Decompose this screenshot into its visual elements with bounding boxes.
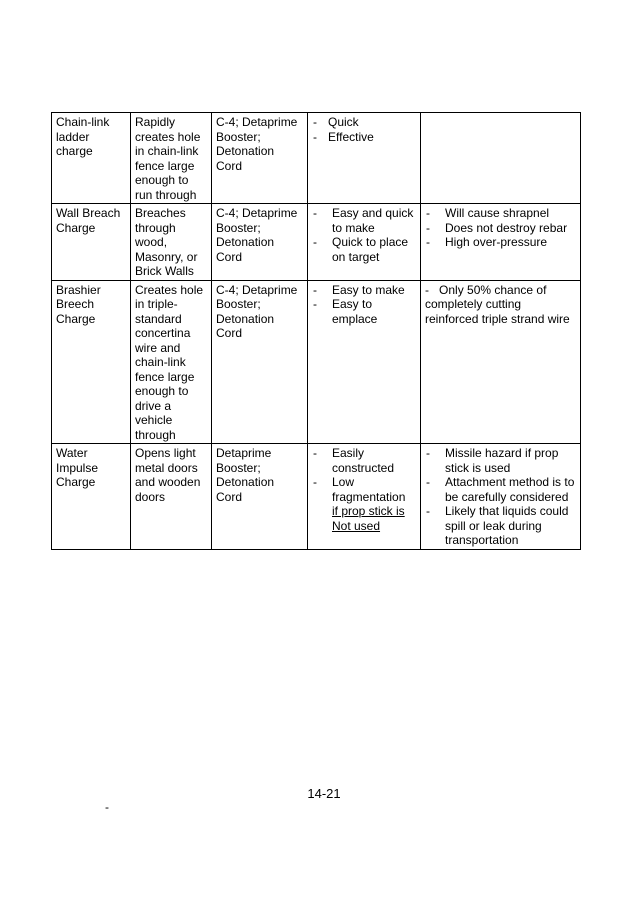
list-item: - Attachment method is to be carefully considered bbox=[426, 475, 575, 504]
charge-purpose-cell: Creates hole in triple-standard concertina wire and chain-link fence large enough to drive a vehicle through bbox=[131, 280, 212, 444]
charge-purpose-cell: Breaches through wood, Masonry, or Brick Walls bbox=[131, 204, 212, 281]
table-row bbox=[52, 280, 581, 444]
charge-advantages-cell bbox=[308, 280, 421, 444]
charge-name-cell: Brashier Breech Charge bbox=[52, 280, 131, 444]
charge-materials-cell: C-4; Detaprime Booster; Detonation Cord bbox=[212, 113, 308, 204]
list-item: - Missile hazard if prop stick is used bbox=[426, 446, 559, 475]
list-item: - Easily constructed bbox=[313, 446, 395, 475]
charge-disadvantages-cell bbox=[421, 444, 581, 550]
charge-materials-cell: C-4; Detaprime Booster; Detonation Cord bbox=[212, 280, 308, 444]
footer-dash-mark: - bbox=[105, 800, 109, 814]
charge-disadvantages-cell bbox=[421, 113, 581, 204]
charge-advantages-cell bbox=[308, 204, 421, 281]
charge-name-cell: Chain-link ladder charge bbox=[52, 113, 131, 204]
charge-advantages-cell bbox=[308, 444, 421, 550]
breaching-charges-table bbox=[51, 112, 581, 550]
list-item: - Easy to emplace bbox=[313, 297, 378, 326]
list-item: - Quick bbox=[313, 115, 359, 129]
list-item: - Effective bbox=[313, 129, 374, 144]
page-number: 14-21 bbox=[307, 786, 341, 801]
list-item: - Easy and quick to make bbox=[313, 206, 414, 235]
list-item: - Will cause shrapnel bbox=[426, 206, 550, 220]
charge-disadvantages-cell bbox=[421, 204, 581, 281]
list-item: - Low fragmentation if prop stick is Not used bbox=[313, 475, 406, 533]
table-row bbox=[52, 444, 581, 550]
list-item: - Likely that liquids could spill or leak during transportation bbox=[426, 504, 569, 547]
charge-advantages-cell bbox=[308, 113, 421, 204]
table-row bbox=[52, 204, 581, 281]
list-item: - Does not destroy rebar bbox=[426, 220, 568, 235]
table-row bbox=[52, 113, 581, 204]
list-item: - Quick to place on target bbox=[313, 235, 409, 264]
underlined-note: if prop stick is Not used bbox=[332, 504, 405, 533]
charge-materials-cell: Detaprime Booster; Detonation Cord bbox=[212, 444, 308, 550]
charge-disadvantages-cell: - Only 50% chance of completely cutting reinforced triple strand wire bbox=[421, 280, 581, 444]
charge-purpose-cell: Opens light metal doors and wooden doors bbox=[131, 444, 212, 550]
charge-materials-cell: C-4; Detaprime Booster; Detonation Cord bbox=[212, 204, 308, 281]
list-item: - High over-pressure bbox=[426, 235, 548, 249]
charge-purpose-cell: Rapidly creates hole in chain-link fence large enough to run through bbox=[131, 113, 212, 204]
list-item: - Easy to make bbox=[313, 282, 405, 297]
charge-name-cell: Wall Breach Charge bbox=[52, 204, 131, 281]
charge-name-cell: Water Impulse Charge bbox=[52, 444, 131, 550]
